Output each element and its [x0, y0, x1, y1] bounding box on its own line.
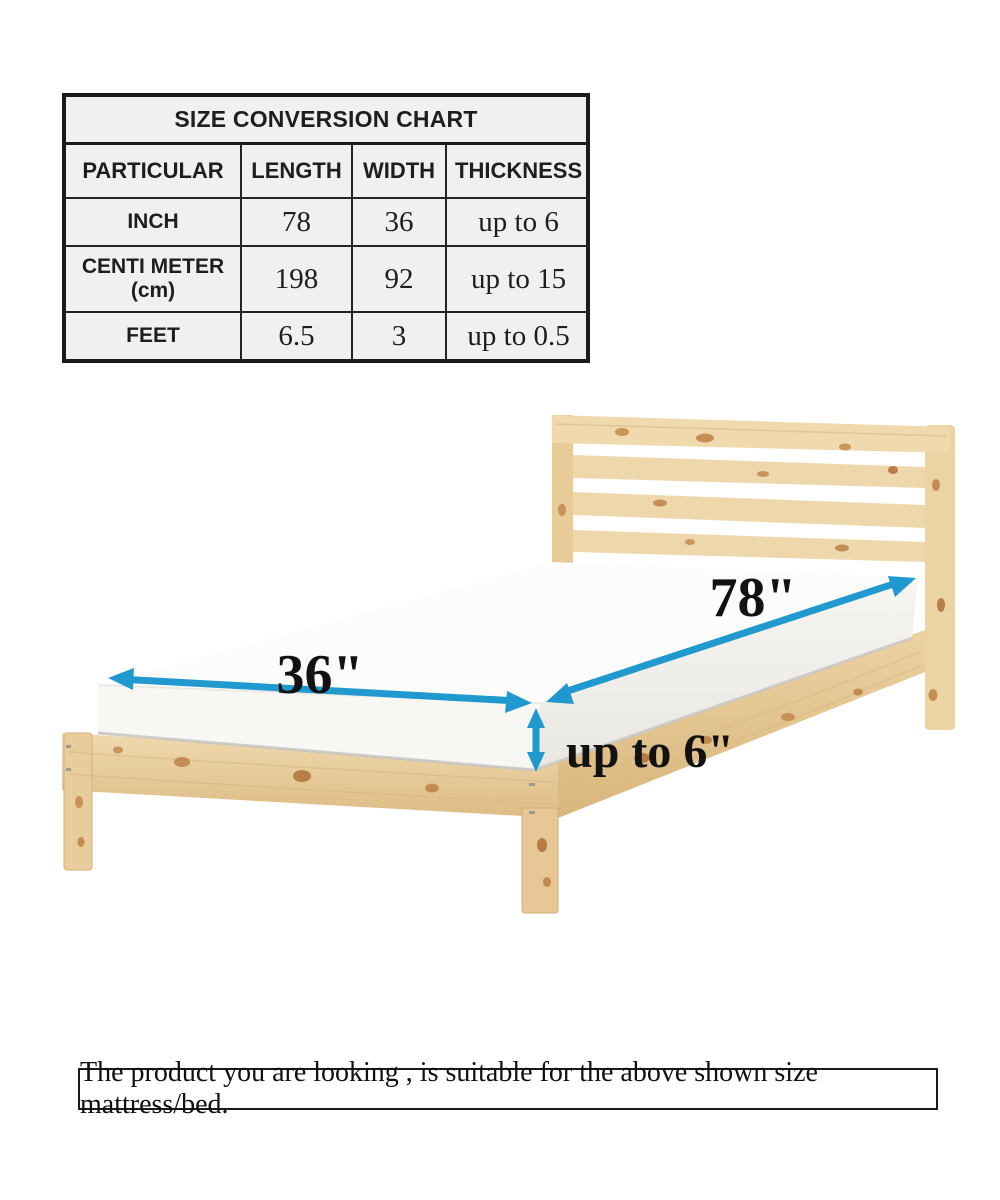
disclaimer-text: The product you are looking , is suitable for the above shown size mattress/bed. — [80, 1057, 818, 1120]
length-dimension-label: 78" — [709, 567, 797, 629]
row-label-feet: FEET — [66, 313, 242, 359]
cell-feet-length: 6.5 — [242, 313, 353, 359]
cell-inch-length: 78 — [242, 199, 353, 247]
column-header-length: LENGTH — [242, 145, 353, 199]
size-conversion-table — [62, 93, 590, 363]
cell-feet-width: 3 — [353, 313, 447, 359]
cell-cm-thickness: up to 15 — [447, 247, 590, 313]
bed-figure — [0, 390, 1000, 1090]
front-right-leg — [522, 808, 558, 913]
cell-inch-width: 36 — [353, 199, 447, 247]
row-label-centimeter: CENTI METER (cm) — [66, 247, 242, 313]
bed-illustration — [0, 390, 1000, 1090]
cell-feet-thickness: up to 0.5 — [467, 319, 570, 352]
row-label-inch: INCH — [66, 199, 242, 247]
column-header-width: WIDTH — [353, 145, 447, 199]
headboard-slat — [573, 530, 925, 562]
width-dimension-label: 36" — [276, 644, 364, 706]
column-header-thickness: THICKNESS — [447, 145, 590, 199]
headboard-slat — [573, 455, 925, 488]
disclaimer-box — [78, 1057, 938, 1120]
headboard-slat — [573, 492, 925, 528]
headboard-right-post — [925, 425, 955, 730]
cell-inch-thickness: up to 6 — [447, 199, 590, 247]
cell-cm-width: 92 — [353, 247, 447, 313]
column-header-particular: PARTICULAR — [66, 145, 242, 199]
cell-cm-length: 198 — [242, 247, 353, 313]
thickness-dimension-label: up to 6" — [566, 725, 735, 778]
table-title: SIZE CONVERSION CHART — [66, 97, 586, 145]
